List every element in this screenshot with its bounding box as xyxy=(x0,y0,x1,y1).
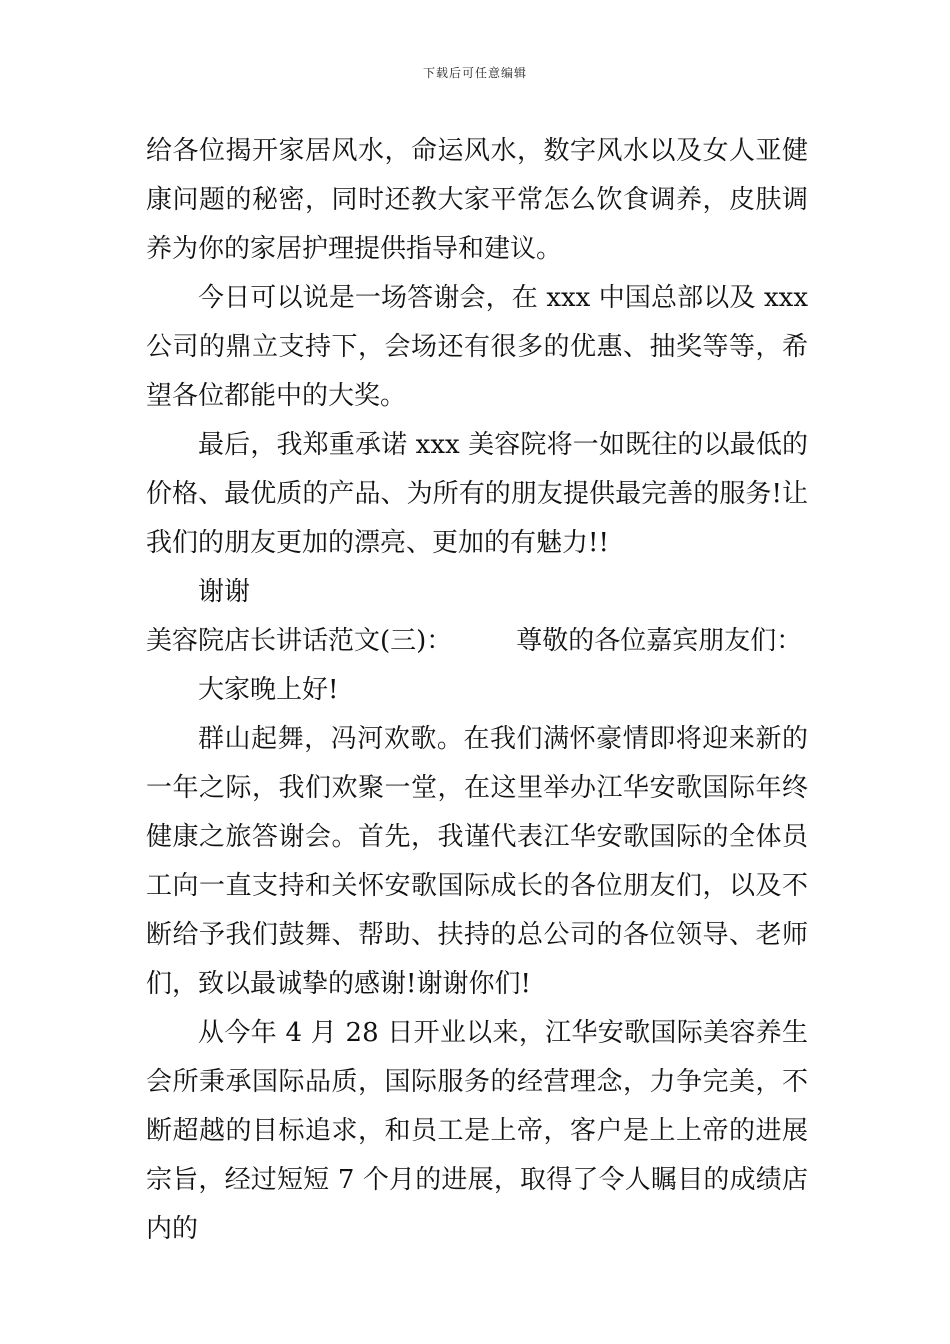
salutation: 尊敬的各位嘉宾朋友们： xyxy=(516,626,803,656)
paragraph-thanks: 谢谢 xyxy=(198,577,251,607)
paragraph-8: 从今年 4 月 28 日开业以来，江华安歌国际美容养生会所秉承国际品质，国际服务的经营理念，力争完美，不断超越的目标追求，和员工是上帝，客户是上上帝的进展宗旨，经过短短 7 个月的进展，取得了令人瞩目的成绩店内的 xyxy=(146,1018,808,1244)
paragraph-3: 最后，我郑重承诺 xxx 美容院将一如既往的以最低的价格、最优质的产品、为所有的朋友提供最完善的服务!让我们的朋友更加的漂亮、更加的有魅力!! xyxy=(146,430,808,558)
page-header-note: 下载后可任意编辑 xyxy=(422,66,527,80)
section-title: 美容院店长讲话范文(三)： xyxy=(146,626,453,656)
paragraph-2: 今日可以说是一场答谢会，在 xxx 中国总部以及 xxx 公司的鼎立支持下，会场还有很多的优惠、抽奖等等，希望各位都能中的大奖。 xyxy=(146,283,808,411)
document-body xyxy=(146,127,808,1254)
paragraph-1: 给各位揭开家居风水，命运风水，数字风水以及女人亚健康问题的秘密，同时还教大家平常怎么饮食调养，皮肤调养为你的家居护理提供指导和建议。 xyxy=(146,136,808,264)
paragraph-7: 群山起舞，冯河欢歌。在我们满怀豪情即将迎来新的一年之际，我们欢聚一堂，在这里举办江华安歌国际年终健康之旅答谢会。首先，我谨代表江华安歌国际的全体员工向一直支持和关怀安歌国际成长的各位朋友们，以及不断给予我们鼓舞、帮助、扶持的总公司的各位领导、老师们，致以最诚挚的感谢!谢谢你们! xyxy=(146,724,808,999)
paragraph-greeting: 大家晚上好! xyxy=(198,675,339,705)
section-title-line xyxy=(146,617,808,666)
title-gap xyxy=(452,617,516,666)
